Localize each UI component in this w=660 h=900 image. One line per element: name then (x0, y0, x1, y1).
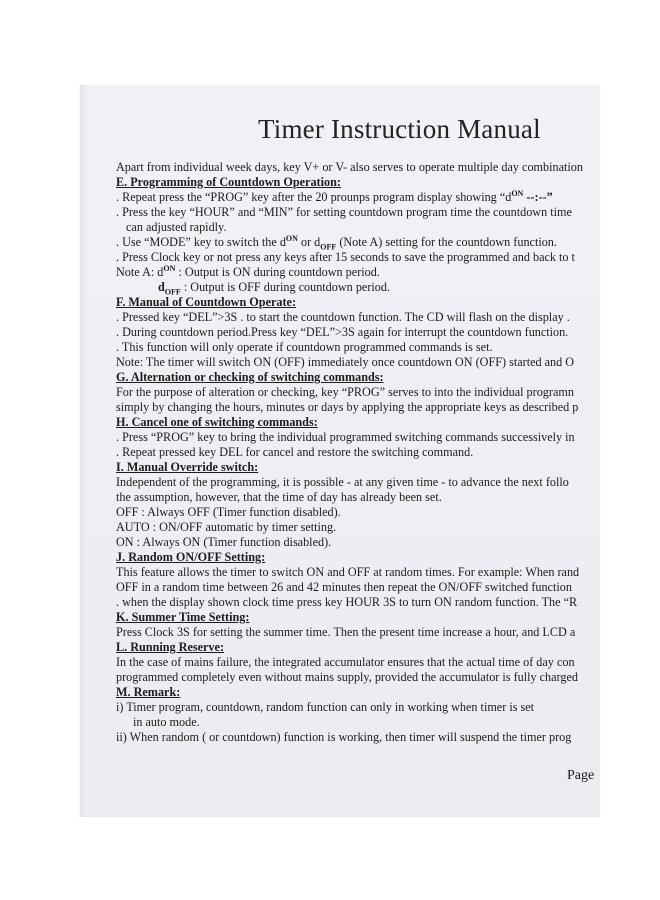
text-line: This feature allows the timer to switch ON and OFF at random times. For example: When rand (116, 565, 580, 579)
text-line: . when the display shown clock time press key HOUR 3S to turn ON random function. The “R (116, 595, 578, 609)
text-line: . Use “MODE” key to switch the $d^{ON}$ or $d_{OFF}$ (Note A) setting for the countdown function. (116, 233, 557, 252)
manual-page (80, 85, 600, 817)
text-line: AUTO : ON/OFF automatic by timer setting. (116, 520, 337, 534)
text-line: OFF in a random time between 26 and 42 minutes then repeat the ON/OFF switched function (116, 580, 572, 594)
text-line: Apart from individual week days, key V+ or V- also serves to operate multiple day combination (116, 160, 583, 174)
page-number-label: Page (567, 768, 595, 783)
section-heading-i: I. Manual Override switch: (116, 460, 259, 474)
section-heading-g: G. Alternation or checking of switching commands: (116, 370, 384, 384)
text-line: For the purpose of alteration or checking, key “PROG” serves to into the individual programn (116, 385, 574, 399)
text-line: . Pressed key “DEL”>3S . to start the countdown function. The CD will flash on the display . (116, 310, 570, 324)
text-line: . During countdown period.Press key “DEL”>3S again for interrupt the countdown function. (116, 325, 569, 339)
page-fold-shadow (80, 85, 88, 817)
text-line: . Repeat press the “PROG” key after the 20 prounps program display showing “$d^{ON}$ --:--” (116, 188, 553, 204)
text-line: OFF : Always OFF (Timer function disabled). (116, 505, 341, 519)
text-line: the assumption, however, that the time of day has already been set. (116, 490, 442, 504)
text-line: $d_{OFF}$ : Output is OFF during countdown period. (158, 280, 390, 297)
text-line: i) Timer program, countdown, random function can only in working when timer is set (116, 700, 535, 714)
text-line: Note: The timer will switch ON (OFF) immediately once countdown ON (OFF) started and O (116, 355, 575, 369)
section-heading-h: H. Cancel one of switching commands: (116, 415, 318, 429)
text-line: . Press “PROG” key to bring the individual programmed switching commands successively in (116, 430, 575, 444)
section-heading-f: F. Manual of Countdown Operate: (116, 295, 297, 309)
text-line: ii) When random ( or countdown) function is working, then timer will suspend the timer prog (116, 730, 572, 744)
section-heading-l: L. Running Reserve: (116, 640, 224, 654)
text-line: Independent of the programming, it is possible - at any given time - to advance the next follo (116, 475, 569, 489)
section-heading-e: E. Programming of Countdown Operation: (116, 175, 341, 189)
text-line: . Press Clock key or not press any keys after 15 seconds to save the programmed and back to t (116, 250, 575, 264)
text-line: . This function will only operate if countdown programmed commands is set. (116, 340, 493, 354)
text-line: . Press the key “HOUR” and “MIN” for setting countdown program time the countdown time (116, 205, 572, 219)
section-heading-k: K. Summer Time Setting: (116, 610, 250, 624)
text-line: In the case of mains failure, the integrated accumulator ensures that the actual time of day con (116, 655, 575, 669)
text-line: ON : Always ON (Timer function disabled). (116, 535, 332, 549)
page-title: Timer Instruction Manual (258, 114, 541, 144)
text-line: . Repeat pressed key DEL for cancel and restore the switching command. (116, 445, 474, 459)
section-heading-m: M. Remark: (116, 685, 181, 699)
text-line: simply by changing the hours, minutes or days by applying the appropriate keys as described p (116, 400, 579, 414)
section-heading-j: J. Random ON/OFF Setting: (116, 550, 266, 564)
text-line: can adjusted rapidly. (126, 220, 227, 234)
text-line: programmed completely even without mains supply, provided the accumulator is fully charged (116, 670, 578, 684)
text-line: Press Clock 3S for setting the summer time. Then the present time increase a hour, and LCD a (116, 625, 576, 639)
text-line: Note A: $d^{ON}$ : Output is ON during countdown period. (116, 263, 380, 279)
text-line: in auto mode. (133, 715, 200, 729)
